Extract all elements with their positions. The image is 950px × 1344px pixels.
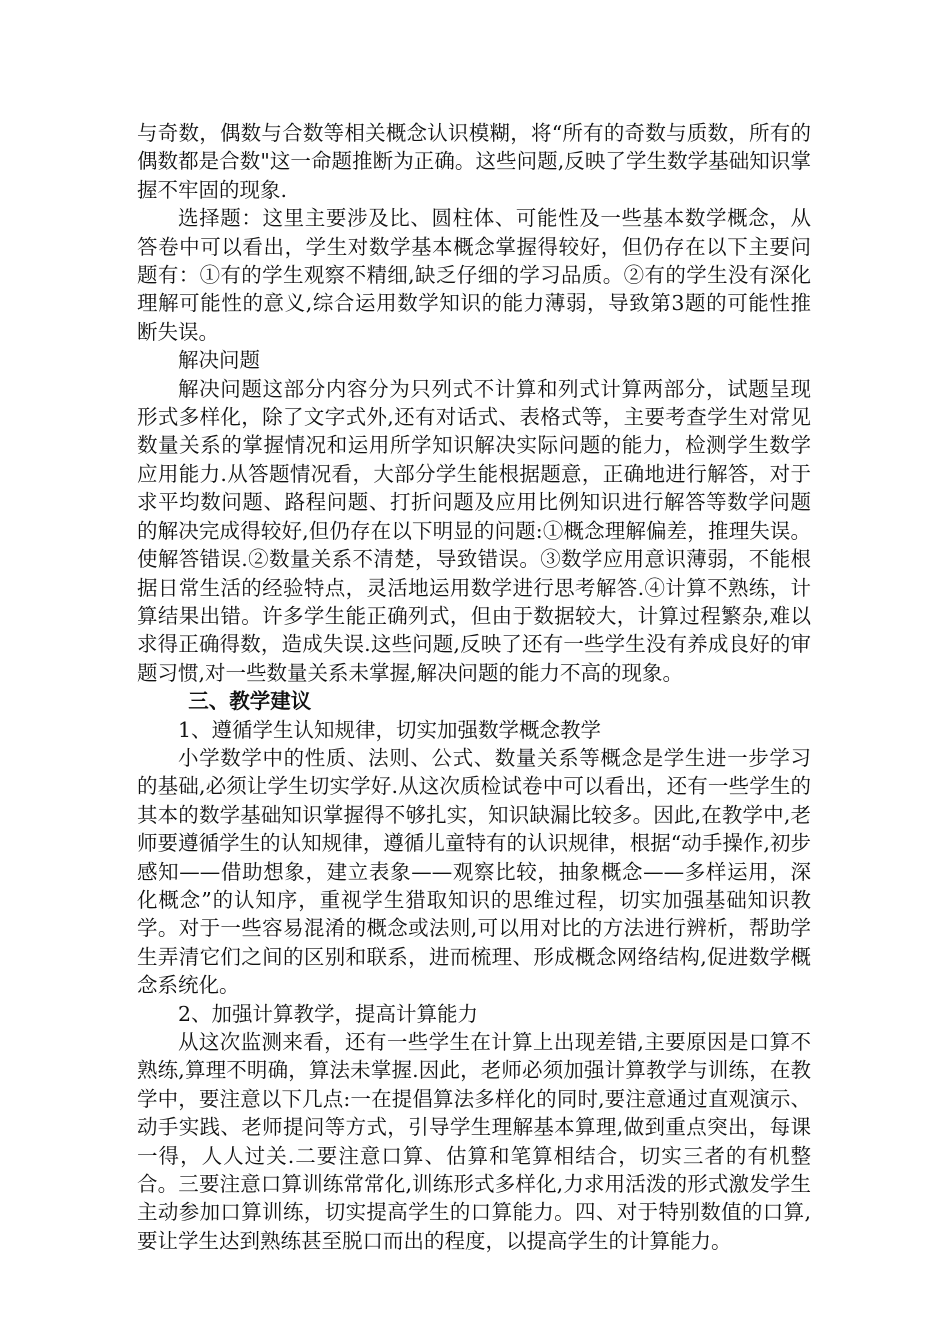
subheading-concept-teaching: 1、遵循学生认知规律，切实加强数学概念教学 [178, 717, 602, 742]
section-heading-teaching-suggestions: 三、教学建议 [188, 689, 312, 714]
subheading-problem-solving: 解决问题 [178, 348, 260, 373]
paragraph-concept-teaching: 小学数学中的性质、法则、公式、数量关系等概念是学生进一步学习的基础,必须让学生切实学好.从这次质检试卷中可以看出，还有一些学生的其本的数学基础知识掌握得不够扎实，知识缺漏比较多。因此,在教学中,老师要遵循学生的认知规律，遵循儿童特有的认识规律，根据“动手操作,初步感知——借助想象，建立表象——观察比较，抽象概念——多样运用，深化概念”的认知序，重视学生猎取知识的思维过程，切实加强基础知识教学。对于一些容易混淆的概念或法则,可以用对比的方法进行辨析，帮助学生弄清它们之间的区别和联系，进而梳理、形成概念网络结构,促进数学概念系统化。 [137, 745, 811, 998]
document-body [137, 119, 811, 1255]
paragraph-choice-questions: 选择题：这里主要涉及比、圆柱体、可能性及一些基本数学概念，从答卷中可以看出，学生对数学基本概念掌握得较好，但仍存在以下主要问题有：①有的学生观察不精细,缺乏仔细的学习品质。②有的学生没有深化理解可能性的意义,综合运用数学知识的能力薄弱，导致第3题的可能性推断失误。 [137, 206, 811, 344]
paragraph-problem-solving: 解决问题这部分内容分为只列式不计算和列式计算两部分，试题呈现形式多样化，除了文字式外,还有对话式、表格式等，主要考查学生对常见数量关系的掌握情况和运用所学知识解决实际问题的能力，检测学生数学应用能力.从答题情况看，大部分学生能根据题意，正确地进行解答，对于求平均数问题、路程问题、打折问题及应用比例知识进行解答等数学问题的解决完成得较好,但仍存在以下明显的问题:①概念理解偏差，推理失误。使解答错误.②数量关系不清楚，导致错误。③数学应用意识薄弱，不能根据日常生活的经验特点，灵活地运用数学进行思考解答.④计算不熟练，计算结果出错。许多学生能正确列式，但由于数据较大，计算过程繁杂,难以求得正确得数，造成失误.这些问题,反映了还有一些学生没有养成良好的审题习惯,对一些数量关系未掌握,解决问题的能力不高的现象。 [137, 376, 811, 685]
paragraph-intro: 与奇数，偶数与合数等相关概念认识模糊，将“所有的奇数与质数，所有的偶数都是合数"这一命题推断为正确。这些问题,反映了学生数学基础知识掌握不牢固的现象. [137, 121, 811, 202]
paragraph-calculation-teaching: 从这次监测来看，还有一些学生在计算上出现差错,主要原因是口算不熟练,算理不明确，算法未掌握.因此，老师必须加强计算教学与训练，在教学中，要注意以下几点:一在提倡算法多样化的同时,要注意通过直观演示、动手实践、老师提问等方式，引导学生理解基本算理,做到重点突出，每课一得，人人过关.二要注意口算、估算和笔算相结合，切实三者的有机整合。三要注意口算训练常常化,训练形式多样化,力求用活泼的形式激发学生主动参加口算训练，切实提高学生的口算能力。四、对于特别数值的口算,要让学生达到熟练甚至脱口而出的程度，以提高学生的计算能力。 [137, 1030, 811, 1253]
subheading-calculation-teaching: 2、加强计算教学，提高计算能力 [178, 1001, 479, 1026]
